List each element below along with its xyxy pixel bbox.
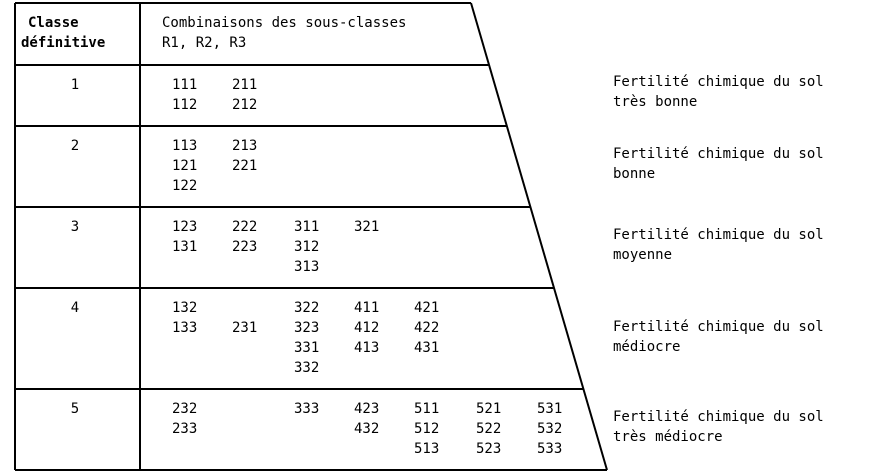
subclass-combination: 421 (414, 300, 440, 316)
subclass-combination: 133 (172, 320, 198, 336)
subclass-combination: 313 (294, 259, 320, 275)
subclass-combination: 223 (232, 239, 258, 255)
subclass-combination: 531 (537, 401, 563, 417)
fertility-label: Fertilité chimique du sol (613, 319, 824, 335)
class-number: 2 (70, 138, 80, 154)
fertility-level: moyenne (613, 247, 673, 263)
class-number: 5 (70, 401, 80, 417)
subclass-combination: 422 (414, 320, 440, 336)
subclass-combination: 233 (172, 421, 198, 437)
subclass-combination: 222 (232, 219, 258, 235)
subclass-combination: 231 (232, 320, 258, 336)
subclass-combination: 332 (294, 360, 320, 376)
subclass-combination: 532 (537, 421, 563, 437)
subclass-combination: 221 (232, 158, 258, 174)
fertility-level: très médiocre (613, 429, 723, 445)
subclass-combination: 523 (476, 441, 502, 457)
subclass-combination: 521 (476, 401, 502, 417)
subclass-combination: 213 (232, 138, 258, 154)
fertility-label: Fertilité chimique du sol (613, 227, 824, 243)
subclass-combination: 123 (172, 219, 198, 235)
subclass-combination: 513 (414, 441, 440, 457)
subclass-combination: 131 (172, 239, 198, 255)
subclass-combination: 331 (294, 340, 320, 356)
header-classe-line1: Classe (28, 15, 79, 31)
subclass-combination: 511 (414, 401, 440, 417)
subclass-combination: 411 (354, 300, 380, 316)
subclass-combination: 412 (354, 320, 380, 336)
subclass-combination: 232 (172, 401, 198, 417)
fertility-label: Fertilité chimique du sol (613, 146, 824, 162)
subclass-combination: 413 (354, 340, 380, 356)
class-number: 4 (70, 300, 80, 316)
subclass-combination: 321 (354, 219, 380, 235)
subclass-combination: 312 (294, 239, 320, 255)
header-classe-line2: définitive (21, 35, 106, 51)
fertility-level: bonne (613, 166, 656, 182)
subclass-combination: 432 (354, 421, 380, 437)
subclass-combination: 333 (294, 401, 320, 417)
header-combinations-line2: R1, R2, R3 (162, 35, 247, 51)
fertility-level: médiocre (613, 339, 681, 355)
subclass-combination: 522 (476, 421, 502, 437)
fertility-level: très bonne (613, 94, 698, 110)
subclass-combination: 111 (172, 77, 198, 93)
fertility-label: Fertilité chimique du sol (613, 74, 824, 90)
subclass-combination: 132 (172, 300, 198, 316)
class-number: 3 (70, 219, 80, 235)
subclass-combination: 311 (294, 219, 320, 235)
header-combinations-line1: Combinaisons des sous-classes (162, 15, 407, 31)
subclass-combination: 322 (294, 300, 320, 316)
subclass-combination: 212 (232, 97, 258, 113)
subclass-combination: 113 (172, 138, 198, 154)
subclass-combination: 512 (414, 421, 440, 437)
subclass-combination: 122 (172, 178, 198, 194)
subclass-combination: 533 (537, 441, 563, 457)
subclass-combination: 431 (414, 340, 440, 356)
class-number: 1 (70, 77, 80, 93)
subclass-combination: 112 (172, 97, 198, 113)
subclass-combination: 323 (294, 320, 320, 336)
fertility-label: Fertilité chimique du sol (613, 409, 824, 425)
subclass-combination: 121 (172, 158, 198, 174)
subclass-combination: 423 (354, 401, 380, 417)
subclass-combination: 211 (232, 77, 258, 93)
